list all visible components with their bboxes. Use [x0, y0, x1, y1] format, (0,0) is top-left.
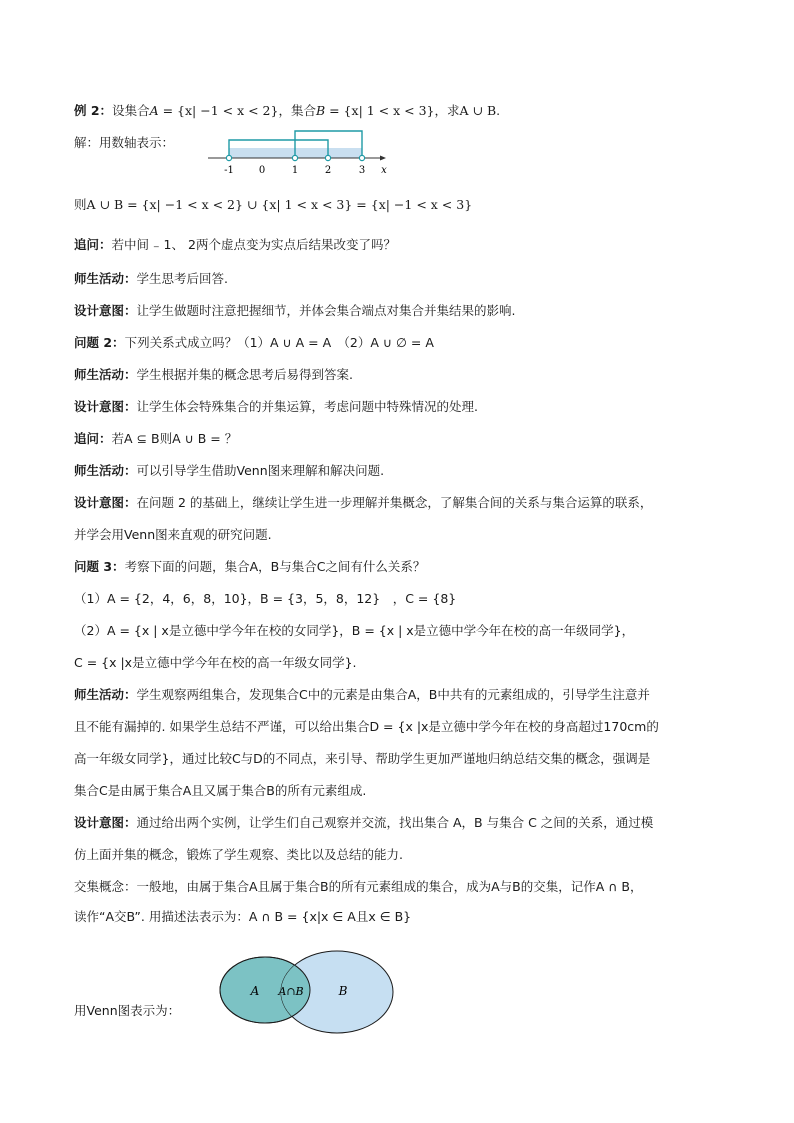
activity-3	[74, 463, 384, 479]
intent-text: 让学生体会特殊集合的并集运算，考虑问题中特殊情况的处理.	[136, 399, 478, 414]
follow-up-label: 追问：	[74, 237, 112, 252]
venn-caption	[74, 1003, 180, 1019]
intent-3-line-2	[74, 527, 272, 543]
activity-4-line-2	[74, 719, 659, 735]
follow-up-2	[74, 431, 237, 447]
intent-text: 并学会用Venn图来直观的研究问题.	[74, 527, 272, 542]
intent-text: 让学生做题时注意把握细节，并体会集合端点对集合并集结果的影响.	[136, 303, 516, 318]
activity-text: 集合C是由属于集合A且又属于集合B的所有元素组成.	[74, 783, 367, 798]
intent-label: 设计意图：	[74, 815, 137, 830]
axis-arrow	[380, 156, 386, 161]
union-expression: A ∪ B.	[459, 103, 501, 118]
question-2	[74, 335, 434, 351]
activity-label: 师生活动：	[74, 271, 137, 286]
example-2-line	[74, 103, 500, 119]
intent-label: 设计意图：	[74, 399, 137, 414]
open-point-2	[325, 155, 330, 160]
example-label: 例 2：	[74, 103, 113, 118]
question-3-part-2-cont	[74, 655, 357, 671]
activity-2	[74, 367, 353, 383]
definition-line-2	[74, 909, 411, 925]
follow-up-1	[74, 237, 396, 253]
tick-label: 2	[324, 165, 332, 176]
axis-label: x	[381, 165, 387, 176]
activity-label: 师生活动：	[74, 367, 137, 382]
question-3	[74, 559, 425, 575]
activity-text: 高一年级女同学}，通过比较C与D的不同点，来引导、帮助学生更加严谨地归纳总结交集的概念，强调是	[74, 751, 651, 766]
venn-diagram	[215, 948, 397, 1038]
intent-label: 设计意图：	[74, 303, 137, 318]
activity-1	[74, 271, 228, 287]
definition-text: 交集概念：一般地，由属于集合A且属于集合B的所有元素组成的集合，成为A与B的交集，记作A ∩ B，	[74, 879, 643, 894]
tick-label: 1	[291, 165, 299, 176]
solution-label: 解：用数轴表示：	[74, 135, 175, 150]
venn-label-intersection: A∩B	[278, 985, 304, 998]
question-3-part-2	[74, 623, 634, 639]
tick-label: 0	[258, 165, 266, 176]
set-b-definition: = {x| 1 < x < 3}，求	[325, 103, 460, 118]
venn-label-b: B	[338, 984, 348, 998]
intent-label: 设计意图：	[74, 495, 137, 510]
venn-label: 用Venn图表示为：	[74, 1003, 181, 1018]
part-text: （1）A = {2，4，6，8，10}，B = {3，5，8，12} ，C = {8}	[74, 591, 457, 606]
activity-text: 学生观察两组集合，发现集合C中的元素是由集合A，B中共有的元素组成的，引导学生注意并	[136, 687, 650, 702]
follow-up-text: 若A ⊆ B则A ∪ B = ？	[111, 431, 238, 446]
question-3-part-1	[74, 591, 456, 607]
result-line	[74, 197, 472, 213]
open-point-1	[292, 155, 297, 160]
example-text: 设集合	[112, 103, 150, 118]
part-text: C = {x |x是立德中学今年在校的高一年级女同学}.	[74, 655, 357, 670]
definition-line-1	[74, 879, 642, 895]
question-label: 问题 3：	[74, 559, 125, 574]
set-a-symbol: A	[149, 103, 159, 118]
intent-text: 通过给出两个实例，让学生们自己观察并交流，找出集合 A，B 与集合 C 之间的关系，通过模	[136, 815, 654, 830]
follow-up-text: 若中间 ₋ 1、 2两个虚点变为实点后结果改变了吗？	[111, 237, 396, 252]
intent-4-line-2	[74, 847, 403, 863]
part-text: （2）A = {x | x是立德中学今年在校的女同学}，B = {x | x是立德中学今年在校的高一年级同学}，	[74, 623, 635, 638]
activity-text: 学生思考后回答.	[136, 271, 228, 286]
result-text: 则A ∪ B = {x| −1 < x < 2} ∪ {x| 1 < x < 3} = {x| −1 < x < 3}	[74, 197, 473, 212]
set-b-symbol: B	[315, 103, 326, 118]
intent-text: 仿上面并集的概念，锻炼了学生观察、类比以及总结的能力.	[74, 847, 403, 862]
activity-4-line-1	[74, 687, 650, 703]
question-label: 问题 2：	[74, 335, 125, 350]
intent-3-line-1	[74, 495, 652, 511]
number-line-diagram	[200, 126, 400, 178]
question-text: 考察下面的问题，集合A，B与集合C之间有什么关系？	[124, 559, 426, 574]
definition-text: 读作“A交B”. 用描述法表示为：A ∩ B = {x|x ∈ A且x ∈ B}	[74, 909, 412, 924]
activity-4-line-3	[74, 751, 650, 767]
activity-text: 且不能有漏掉的. 如果学生总结不严谨，可以给出集合D = {x |x是立德中学今年在校的身高超过170cm的	[74, 719, 659, 734]
activity-text: 学生根据并集的概念思考后易得到答案.	[136, 367, 353, 382]
open-point-3	[359, 155, 364, 160]
open-point-neg1	[226, 155, 231, 160]
venn-label-a: A	[250, 984, 260, 998]
activity-label: 师生活动：	[74, 463, 137, 478]
set-a-definition: = {x| −1 < x < 2}，集合	[158, 103, 316, 118]
tick-label: 3	[358, 165, 366, 176]
solution-line	[74, 135, 174, 151]
intent-4-line-1	[74, 815, 653, 831]
intent-2	[74, 399, 478, 415]
activity-text: 可以引导学生借助Venn图来理解和解决问题.	[136, 463, 385, 478]
follow-up-label: 追问：	[74, 431, 112, 446]
activity-4-line-4	[74, 783, 366, 799]
activity-label: 师生活动：	[74, 687, 137, 702]
tick-label: -1	[224, 165, 234, 176]
intent-1	[74, 303, 516, 319]
intent-text: 在问题 2 的基础上，继续让学生进一步理解并集概念，了解集合间的关系与集合运算的联系，	[136, 495, 653, 510]
question-text: 下列关系式成立吗？（1）A ∪ A = A （2）A ∪ ∅ = A	[124, 335, 434, 350]
